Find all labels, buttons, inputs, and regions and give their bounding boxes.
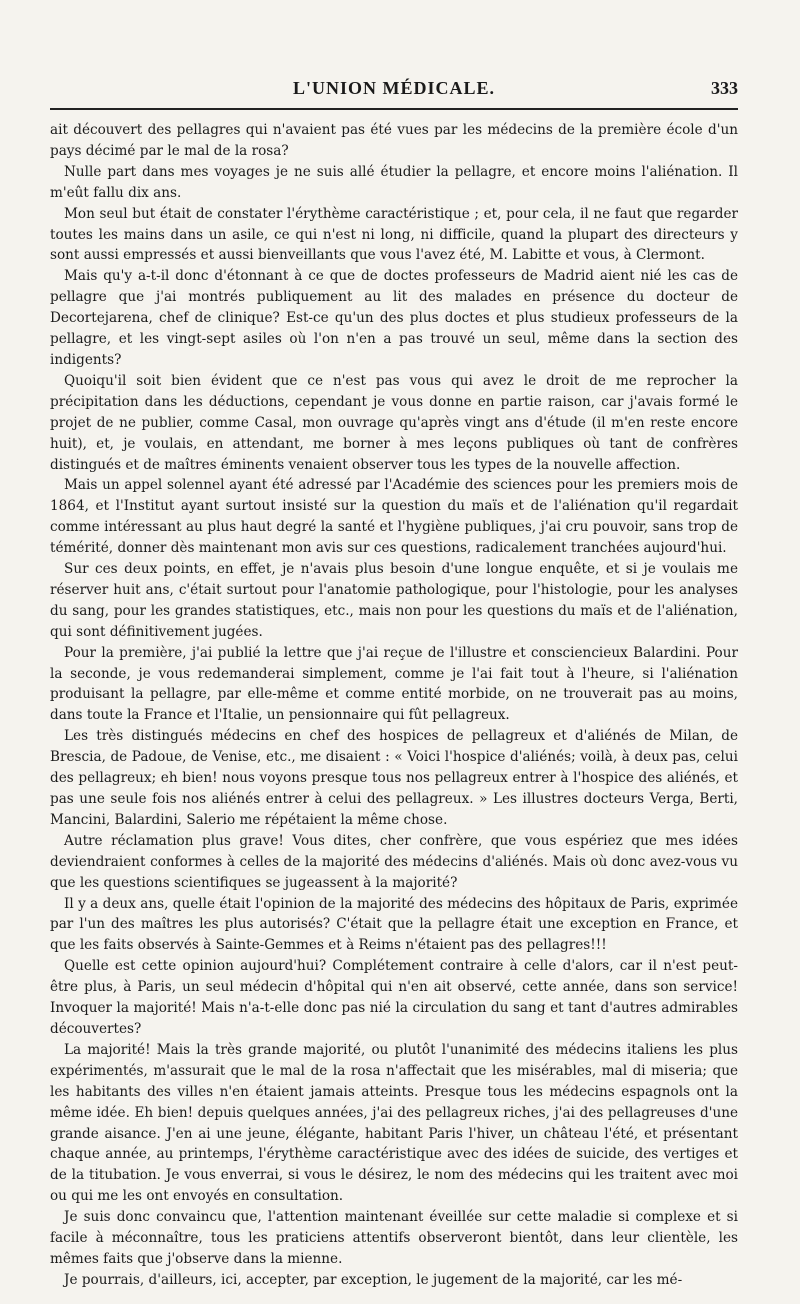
paragraph: Les très distingués médecins en chef des hospices de pellagreux et d'aliénés de Milan, de Brescia, de Padoue, de Venise, etc., me disaient : « Voici l'hospice d'aliénés; voilà, à deux pas, celui des pellagreux; eh bien! nous voyons presque tous nos pellagreux entrer à l'hospice des aliénés, et pas une seule fois nos aliénés entrer à celui des pellagreux. » Les illustres docteurs Verga, Berti, Mancini, Balardini, Salerio me répétaient la même chose. xyxy=(50,728,738,828)
paragraph: Quoiqu'il soit bien évident que ce n'est pas vous qui avez le droit de me reprocher la précipitation dans les déductions, cependant je vous donne en partie raison, car j'avais formé le projet de ne publier, comme Casal, mon ouvrage qu'après vingt ans d'étude (il m'en reste encore huit), et, je voulais, en attendant, me borner à mes leçons publiques où tant de confrères distingués et de maîtres éminents venaient observer tous les types de la nouvelle affection. xyxy=(50,372,738,473)
paragraph: ait découvert des pellagres qui n'avaient pas été vues par les médecins de la première école d'un pays décimé par le mal de la rosa? xyxy=(50,122,738,159)
paragraph: Mon seul but était de constater l'érythème caractéristique ; et, pour cela, il ne faut que regarder toutes les mains dans un asile, ce qui n'est ni long, ni difficile, quand la plupart des directeurs y sont aussi empressés et aussi bienveillants que vous l'avez été, M. Labitte et vous, à Clermont. xyxy=(50,205,738,264)
running-title: L'UNION MÉDICALE. xyxy=(292,78,496,98)
paragraph: Sur ces deux points, en effet, je n'avais plus besoin d'une longue enquête, et si je voulais me réserver huit ans, c'était surtout pour l'anatomie pathologique, pour l'histologie, pour les analyses du sang, pour les grandes statistiques, etc., mais non pour les questions du maïs et de l'aliénation, qui sont définitivement jugées. xyxy=(50,561,738,640)
paragraph: La majorité! Mais la très grande majorité, ou plutôt l'unanimité des médecins italiens les plus expérimentés, m'assurait que le mal de la rosa n'affectait que les misérables, mal di miseria; que les habitants des villes n'en étaient jamais atteints. Presque tous les médecins espagnols ont la même idée. Eh bien! depuis quelques années, j'ai des pellagreux riches, j'ai des pellagreuses d'une grande aisance. J'en ai une jeune, élégante, habitant Paris l'hiver, un château l'été, et présentant chaque année, au printemps, l'érythème caractéristique avec des idées de suicide, des vertiges et de la titubation. Je vous enverrai, si vous le désirez, le nom des médecins qui les traitent avec moi ou qui me les ont envoyés en consultation. xyxy=(50,1041,738,1205)
paragraph: Je suis donc convaincu que, l'attention maintenant éveillée sur cette maladie si complexe et si facile à méconnaître, tous les praticiens attentifs observeront bientôt, dans leur clientèle, les mêmes faits que j'observe dans la mienne. xyxy=(50,1209,738,1267)
page-number: 333 xyxy=(711,78,738,98)
paragraph: Autre réclamation plus grave! Vous dites, cher confrère, que vous espériez que mes idées deviendraient conformes à celles de la majorité des médecins d'aliénés. Mais où donc avez-vous vu que les questions scientifiques se jugeassent à la majorité? xyxy=(50,832,738,891)
paragraph: Mais qu'y a-t-il donc d'étonnant à ce que de doctes professeurs de Madrid aient nié les cas de pellagre que j'ai montrés publiquement au lit des malades en présence du docteur de Decortejarena, chef de clinique? Est-ce qu'un des plus doctes et plus studieux professeurs de la pellagre, et les vingt-sept asiles où l'on n'en a pas trouvé un seul, même dans la section des indigents? xyxy=(50,268,738,368)
header-rule xyxy=(50,108,738,110)
paragraph: Je pourrais, d'ailleurs, ici, accepter, par exception, le jugement de la majorité, car les mé- xyxy=(64,1271,683,1288)
paragraph: Mais un appel solennel ayant été adressé par l'Académie des sciences pour les premiers mois de 1864, et l'Institut ayant surtout insisté sur la question du maïs et de l'aliénation qu'il regardait comme intéressant au plus haut degré la santé et l'hygiène publiques, j'ai cru pouvoir, sans trop de témérité, donner dès maintenant mon avis sur ces questions, radicalement tranchées aujourd'hui. xyxy=(50,477,738,557)
paragraph: Pour la première, j'ai publié la lettre que j'ai reçue de l'illustre et consciencieux Balardini. Pour la seconde, je vous redemanderai simplement, comme je l'ai fait tout à l'heure, si l'aliénation produisant la pellagre, par elle-même et comme entité morbide, on ne trouverait pas au moins, dans toute la France et l'Italie, un pensionnaire qui fût pellagreux. xyxy=(50,644,738,724)
paragraph: Quelle est cette opinion aujourd'hui? Complétement contraire à celle d'alors, car il n'est peut-être plus, à Paris, un seul médecin d'hôpital qui n'en ait observé, cette année, dans son service! Invoquer la majorité! Mais n'a-t-elle donc pas nié la circulation du sang et tant d'autres admirables découvertes? xyxy=(50,958,738,1037)
body-text xyxy=(50,120,738,1291)
paragraph: Nulle part dans mes voyages je ne suis allé étudier la pellagre, et encore moins l'aliénation. Il m'eût fallu dix ans. xyxy=(50,163,738,201)
page-header xyxy=(50,0,738,100)
paragraph: Il y a deux ans, quelle était l'opinion de la majorité des médecins des hôpitaux de Paris, exprimée par l'un des maîtres les plus autorisés? C'était que la pellagre était une exception en France, et que les faits observés à Sainte-Gemmes et à Reims n'étaient pas des pellagres!!! xyxy=(50,895,738,954)
